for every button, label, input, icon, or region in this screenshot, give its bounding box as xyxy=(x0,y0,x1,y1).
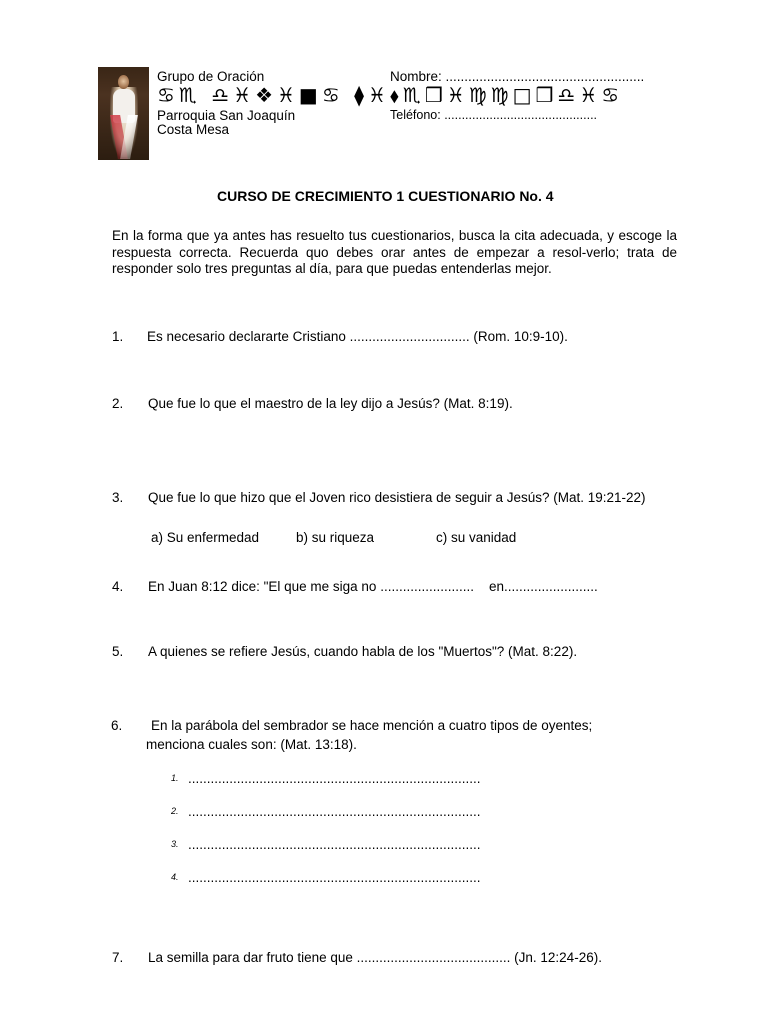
question-6-text-line2: menciona cuales son: (Mat. 13:18). xyxy=(146,737,357,752)
answer-blank-1[interactable]: .............................................................................. xyxy=(188,771,481,786)
question-number: 4. xyxy=(112,579,124,594)
question-2-text: Que fue lo que el maestro de la ley dijo a Jesús? (Mat. 8:19). xyxy=(148,396,513,411)
question-number: 1. xyxy=(112,329,124,344)
question-7-text: La semilla para dar fruto tiene que ......................................... (Jn. 12:24-26). xyxy=(148,950,602,965)
q3-option-c[interactable]: c) su vanidad xyxy=(436,530,517,545)
question-number: 3. xyxy=(112,490,124,505)
question-number: 5. xyxy=(112,644,124,659)
instructions-paragraph: En la forma que ya antes has resuelto tus cuestionarios, busca la cita adecuada, y escoge la respuesta correcta. Recuerda quo debes orar antes de empezar a resol-verlo; trata de responder solo tres preguntas al día, para que puedas entenderlas mejor. xyxy=(112,228,677,276)
question-1-text: Es necesario declararte Cristiano ................................ (Rom. 10:9-10). xyxy=(147,329,568,344)
group-label: Grupo de Oración xyxy=(157,69,265,84)
question-6-text-line1: En la parábola del sembrador se hace mención a cuatro tipos de oyentes; xyxy=(151,718,593,733)
parish-name: Parroquia San Joaquín xyxy=(157,108,296,123)
blank-number: 4. xyxy=(171,872,179,882)
blank-number: 1. xyxy=(171,773,179,783)
blank-number: 2. xyxy=(171,806,179,816)
decorative-title: ♋♏ ♎♓❖♓■♋ ⧫♓⬧♏❒♓♍♍□❒♎♓♋ xyxy=(157,83,624,107)
city-name: Costa Mesa xyxy=(157,122,230,137)
answer-blank-4[interactable]: .............................................................................. xyxy=(188,870,481,885)
q3-option-a[interactable]: a) Su enfermedad xyxy=(151,530,260,545)
question-4-text: En Juan 8:12 dice: "El que me siga no ......................... en......................... xyxy=(148,579,598,594)
q3-option-b[interactable]: b) su riqueza xyxy=(296,530,375,545)
divine-mercy-image xyxy=(98,67,149,160)
blank-number: 3. xyxy=(171,839,179,849)
question-number: 7. xyxy=(112,950,124,965)
phone-field[interactable]: Teléfono: ............................................ xyxy=(390,108,598,122)
name-field[interactable]: Nombre: ..................................................... xyxy=(390,69,645,84)
question-3-text: Que fue lo que hizo que el Joven rico desistiera de seguir a Jesús? (Mat. 19:21-22) xyxy=(148,490,646,505)
question-number: 2. xyxy=(112,396,124,411)
answer-blank-3[interactable]: .............................................................................. xyxy=(188,837,481,852)
question-number: 6. xyxy=(111,718,123,733)
answer-blank-2[interactable]: .............................................................................. xyxy=(188,804,481,819)
page-title: CURSO DE CRECIMIENTO 1 CUESTIONARIO No. 4 xyxy=(217,188,554,204)
question-5-text: A quienes se refiere Jesús, cuando habla de los "Muertos"? (Mat. 8:22). xyxy=(148,644,578,659)
